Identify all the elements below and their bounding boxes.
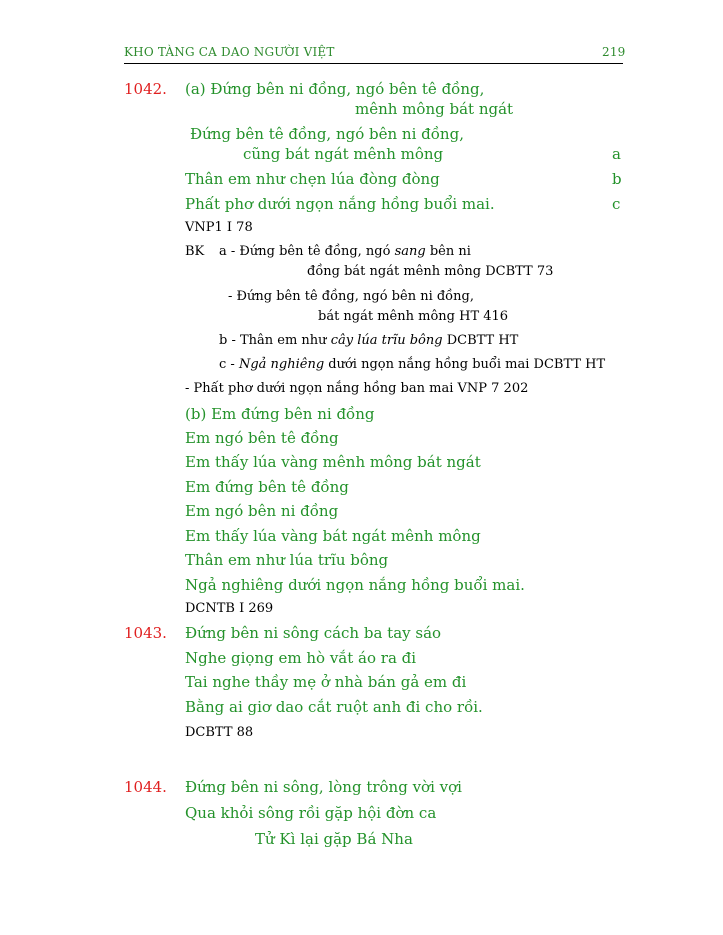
variant-line: - Phất phơ dưới ngọn nắng hồng ban mai VNP 7 202: [185, 381, 529, 396]
verse-line: Nghe giọng em hò vắt áo ra đi: [185, 649, 417, 667]
verse-line: Em ngó bên ni đồng: [185, 502, 339, 520]
verse-line: Tử Kì lại gặp Bá Nha: [255, 830, 413, 848]
header-rule: [124, 63, 623, 64]
source-citation: DCBTT 88: [185, 725, 254, 740]
verse-line: mênh mông bát ngát: [355, 100, 514, 118]
entry-number: 1044.: [124, 778, 167, 796]
verse-line: Bằng ai giơ dao cắt ruột anh đi cho rồi.: [185, 698, 483, 716]
verse-line: Em ngó bên tê đồng: [185, 429, 339, 447]
verse-line: Ngả nghiêng dưới ngọn nắng hồng buổi mai.: [185, 576, 525, 594]
line-marker-b: b: [612, 170, 622, 188]
line-marker-a: a: [612, 145, 621, 163]
verse-line: (b) Em đứng bên ni đồng: [185, 405, 375, 423]
variant-line: - Đứng bên tê đồng, ngó bên ni đồng,: [228, 289, 474, 304]
variant-line: a - Đứng bên tê đồng, ngó sang bên ni: [219, 244, 471, 259]
variant-line: đồng bát ngát mênh mông DCBTT 73: [307, 264, 554, 279]
line-marker-c: c: [612, 195, 621, 213]
verse-line: Thân em như lúa trĩu bông: [185, 551, 389, 569]
verse-line: (a) Đứng bên ni đồng, ngó bên tê đồng,: [185, 80, 485, 98]
source-citation: DCNTB I 269: [185, 601, 274, 616]
verse-line: Em thấy lúa vàng mênh mông bát ngát: [185, 453, 481, 471]
page-number: 219: [602, 45, 626, 59]
verse-line: Em thấy lúa vàng bát ngát mênh mông: [185, 527, 481, 545]
variant-line: c - Ngả nghiêng dưới ngọn nắng hồng buổi mai DCBTT HT: [219, 357, 606, 372]
variant-line: b - Thân em như cây lúa trĩu bông DCBTT HT: [219, 333, 519, 348]
entry-number: 1042.: [124, 80, 167, 98]
variants-label: BK: [185, 244, 205, 259]
verse-line: Em đứng bên tê đồng: [185, 478, 349, 496]
verse-line: Qua khỏi sông rồi gặp hội đờn ca: [185, 804, 437, 822]
running-header-title: KHO TÀNG CA DAO NGƯỜI VIỆT: [124, 45, 335, 59]
variant-line: bát ngát mênh mông HT 416: [318, 309, 509, 324]
verse-line: cũng bát ngát mênh mông: [243, 145, 444, 163]
verse-line: Tai nghe thầy mẹ ở nhà bán gả em đi: [185, 673, 467, 691]
verse-line: Đứng bên tê đồng, ngó bên ni đồng,: [190, 125, 464, 143]
verse-line: Phất phơ dưới ngọn nắng hồng buổi mai.: [185, 195, 495, 213]
verse-line: Đứng bên ni sông cách ba tay sáo: [185, 624, 442, 642]
verse-line: Thân em như chẹn lúa đòng đòng: [185, 170, 440, 188]
verse-line: Đứng bên ni sông, lòng trông vời vợi: [185, 778, 462, 796]
source-citation: VNP1 I 78: [185, 220, 253, 235]
entry-number: 1043.: [124, 624, 167, 642]
